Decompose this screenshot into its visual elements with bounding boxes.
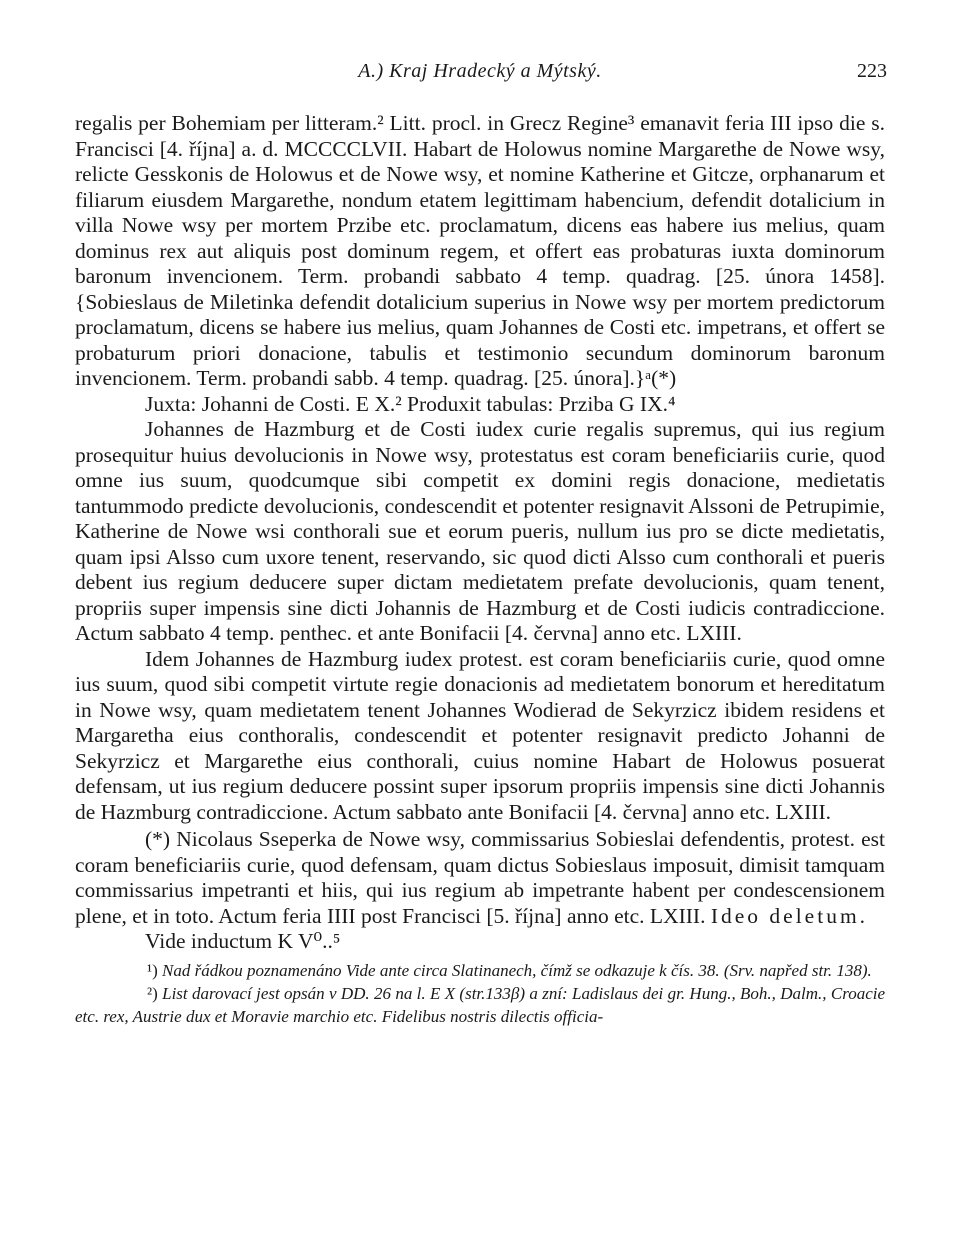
running-head <box>0 58 960 88</box>
vide-inductum-line: Vide inductum K V⁰..⁵ <box>145 929 341 953</box>
footnote-1 <box>75 959 885 982</box>
footnotes <box>75 959 885 1028</box>
footnote-text: List darovací jest opsán v DD. 26 na l. E X (str.133β) a zní: Ladislaus dei gr. Hung., Boh., Dalm., Croacie etc. rex, Austrie dux et Moravie marchio etc. Fidelibus nostris dilectis officia- <box>75 983 886 1026</box>
footnote-2 <box>75 982 885 1028</box>
paragraph-hazmburg-1: Johannes de Hazmburg et de Costi iudex curie regalis supremus, qui ius regium prosequitur huius devolucionis in Nowe wsy, protestatus est coram beneficiariis curie, quod omne ius suum, quodcumque sibi competit ex domini regis donacione, medietatis tantummodo predicte devolucionis, condescendit et potenter resignavit Alssoni de Petrupimie, Katherine de Nowe wsi conthorali sue et eorum pueris, nullum ius pro se dicte medietatis, quam ipsi Alsso cum uxore tenent, reservando, sic quod dicti Alsso cum conthorali et pueris debent ius regium deducere super dictam medietatem prefate devolucionis, quam tenent, propriis super impensis sine dicti Johannis de Hazmburg et de Costi iudicis contradiccione. Actum sabbato 4 temp. penthec. et ante Bonifacii [4. června] anno etc. LXIII. <box>75 417 885 645</box>
footnote-marker: ²) <box>147 983 158 1003</box>
running-title: A.) Kraj Hradecký a Mýtský. <box>358 60 602 82</box>
deleted-note: Ideo deletum. <box>710 903 869 928</box>
main-text <box>75 111 885 1028</box>
footnote-marker: ¹) <box>147 960 158 980</box>
paragraph-1: regalis per Bohemiam per litteram.² Litt. procl. in Grecz Regine³ emanavit feria III ipso die s. Francisci [4. října] a. d. MCCCCLVII. Habart de Holowus nomine Margarethe de Nowe wsy, relicte Gesskonis de Holowus et de Nowe wsy, et nomine Katherine et Gitcze, orphanarum et filiarum eiusdem Margarethe, nondum etatem legittimam habencium, defendit dotalicium in villa Nowe wsy per mortem Przibe etc. proclamatum, dicens eas habere ius melius, quam dominus rex aut aliquis post dominum regem, et offert eas probaturas iuxta dominorum baronum invencionem. Term. probandi sabbato 4 temp. quadrag. [25. února 1458]. {Sobieslaus de Miletinka defendit dotalicium superius in Nowe wsy per mortem predictorum proclamatum, dicens se habere ius melius, quam Johannes de Costi etc. impetrans, et offert se probaturum priori donacione, tabulis et testimonio secundum dominorum baronum invencionem. Term. probandi sabb. 4 temp. quadrag. [25. února].}ᵃ(*) <box>75 111 885 390</box>
paragraph-note-asterisk <box>75 827 885 929</box>
juxta-line: Juxta: Johanni de Costi. E X.² Produxit tabulas: Prziba G IX.⁴ <box>145 391 676 416</box>
page-number: 223 <box>857 60 887 82</box>
note-asterisk-text: (*) Nicolaus Sseperka de Nowe wsy, commissarius Sobieslai defendentis, protest. est coram beneficiariis curie, quod defensam, quam dictus Sobieslaus imposuit, dimisit tamquam commissarius impetranti et hiis, qui ius regium ab impetrante habent per condescensionem plene, et in toto. Actum feria IIII post Francisci [5. října] anno etc. LXIII. <box>75 827 885 928</box>
paragraph-hazmburg-2: Idem Johannes de Hazmburg iudex protest. est coram beneficiariis curie, quod omne ius suum, quod sibi competit virtute regie donacionis ad medietatem bonorum et hereditatum in Nowe wsy, quam medietatem tenent Johannes Wodierad de Sekyrzicz ibidem residens et Margaretha eius conthoralis, condescendit et potenter resignavit predicto Johanni de Sekyrzicz et Margarethe eius conthorali, cuius nomine Habart de Holowus posuerat defensam, ut ius regium deducere possint super ipsorum propriis impensis sine dicti Johannis de Hazmburg contradiccione. Actum sabbato ante Bonifacii [4. června] anno etc. LXIII. <box>75 646 885 824</box>
footnote-text: Nad řádkou poznamenáno Vide ante circa Slatinanech, čímž se odkazuje k čís. 38. (Srv. napřed str. 138). <box>162 960 872 980</box>
